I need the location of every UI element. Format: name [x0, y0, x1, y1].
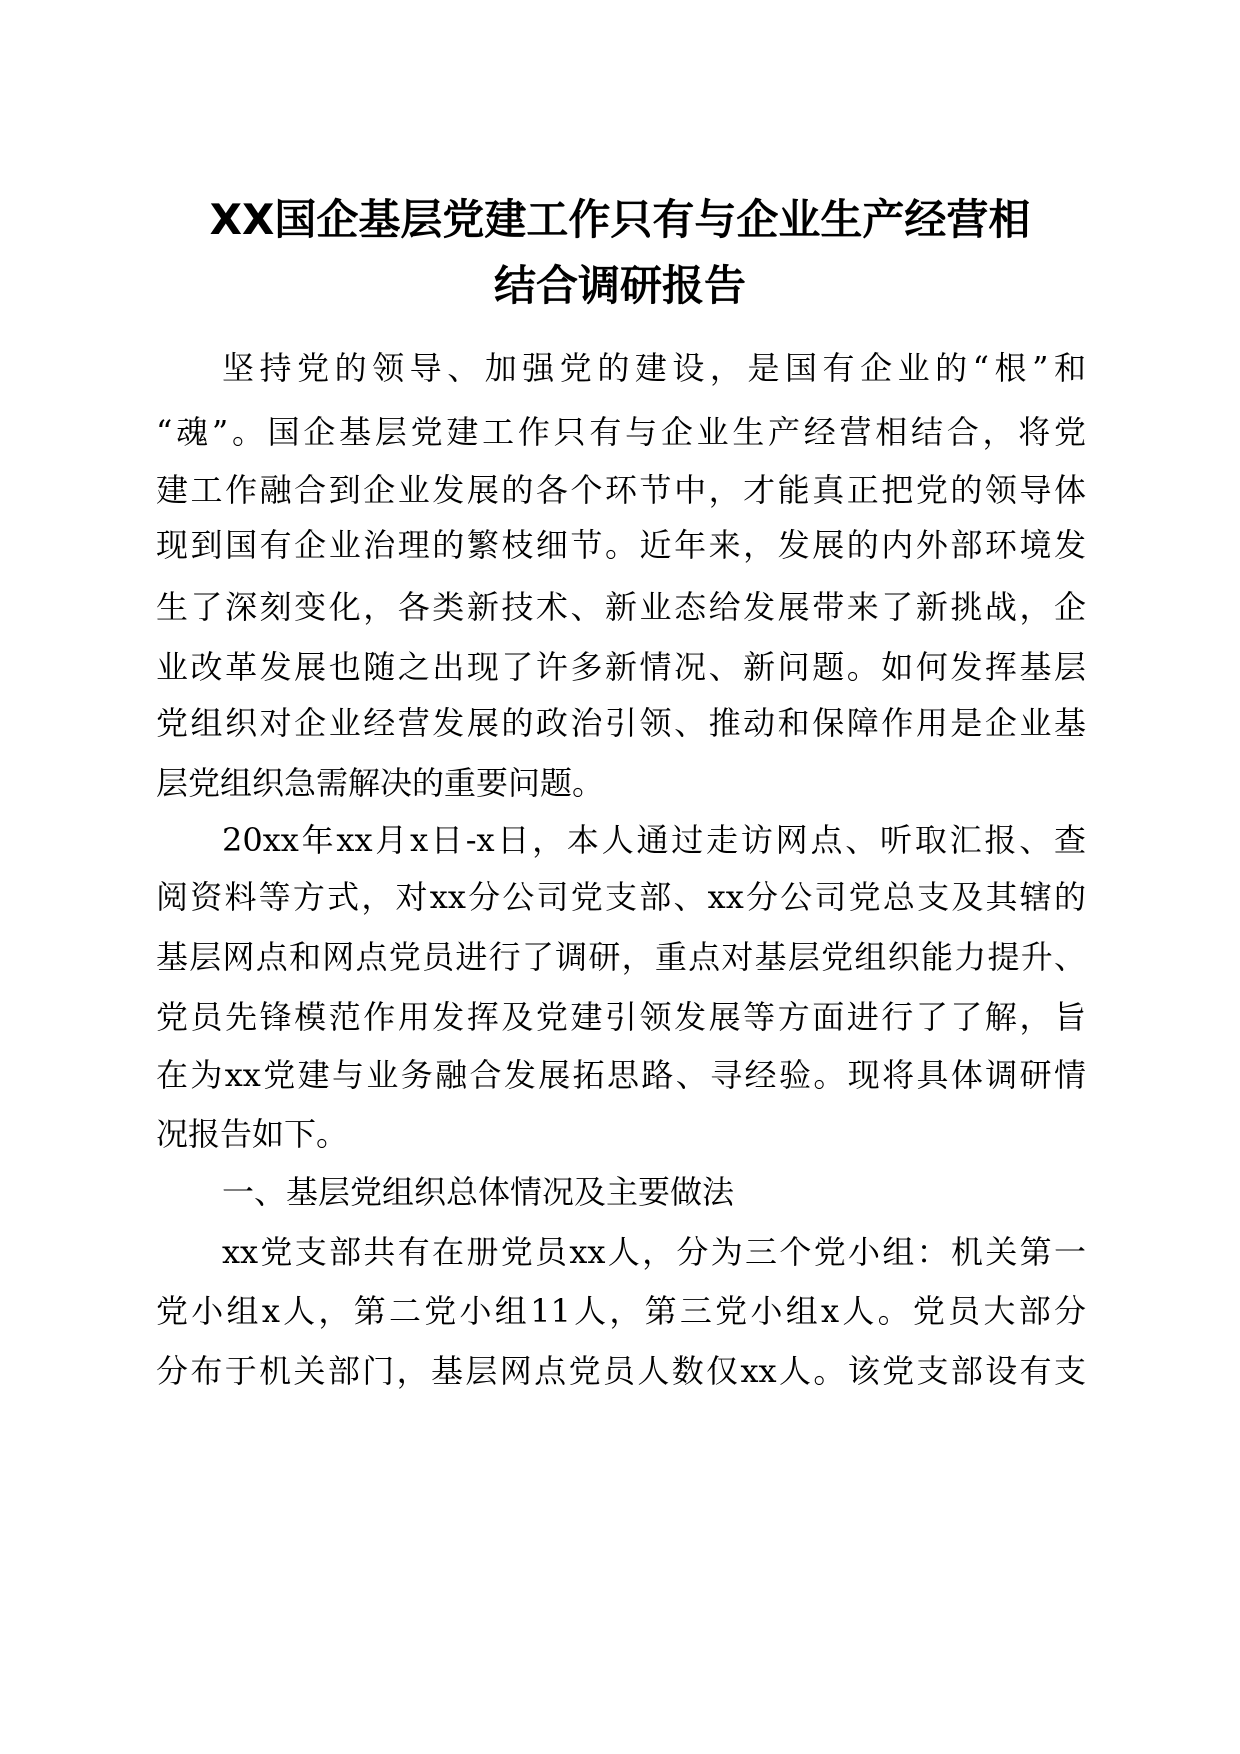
paragraph-2-line-2: 阅资料等方式，对xx分公司党支部、xx分公司党总支及其辖的 — [156, 878, 1086, 916]
document-title-line-1: XX国企基层党建工作只有与企业生产经营相 — [209, 195, 1031, 244]
paragraph-1-line-3: 建工作融合到企业发展的各个环节中，才能真正把党的领导体 — [156, 471, 1086, 509]
paragraph-3-line-1: xx党支部共有在册党员xx人，分为三个党小组：机关第一 — [222, 1233, 1086, 1271]
paragraph-2-line-4: 党员先锋模范作用发挥及党建引领发展等方面进行了了解，旨 — [156, 998, 1086, 1036]
document-title-line-2: 结合调研报告 — [493, 261, 746, 310]
paragraph-2-line-1: 20xx年xx月x日-x日，本人通过走访网点、听取汇报、查 — [222, 821, 1086, 859]
paragraph-1-line-4: 现到国有企业治理的繁枝细节。近年来，发展的内外部环境发 — [156, 526, 1086, 564]
paragraph-2-line-3: 基层网点和网点党员进行了调研，重点对基层党组织能力提升、 — [156, 938, 1086, 976]
paragraph-2-line-5: 在为xx党建与业务融合发展拓思路、寻经验。现将具体调研情 — [156, 1056, 1086, 1094]
paragraph-1-line-8: 层党组织急需解决的重要问题。 — [156, 764, 605, 802]
paragraph-3-line-3: 分布于机关部门，基层网点党员人数仅xx人。该党支部设有支 — [156, 1352, 1086, 1390]
paragraph-1-line-6: 业改革发展也随之出现了许多新情况、新问题。如何发挥基层 — [156, 648, 1086, 686]
paragraph-1-line-1: 坚持党的领导、加强党的建设，是国有企业的“根”和 — [222, 349, 1086, 387]
paragraph-1-line-5: 生了深刻变化，各类新技术、新业态给发展带来了新挑战，企 — [156, 588, 1086, 626]
paragraph-2-line-6: 况报告如下。 — [156, 1115, 349, 1153]
paragraph-1-line-7: 党组织对企业经营发展的政治引领、推动和保障作用是企业基 — [156, 704, 1086, 742]
paragraph-3-line-2: 党小组x人，第二党小组11人，第三党小组x人。党员大部分 — [156, 1292, 1086, 1330]
paragraph-1-line-2: “魂”。国企基层党建工作只有与企业生产经营相结合，将党 — [156, 413, 1086, 451]
section-1-heading: 一、基层党组织总体情况及主要做法 — [222, 1173, 735, 1211]
